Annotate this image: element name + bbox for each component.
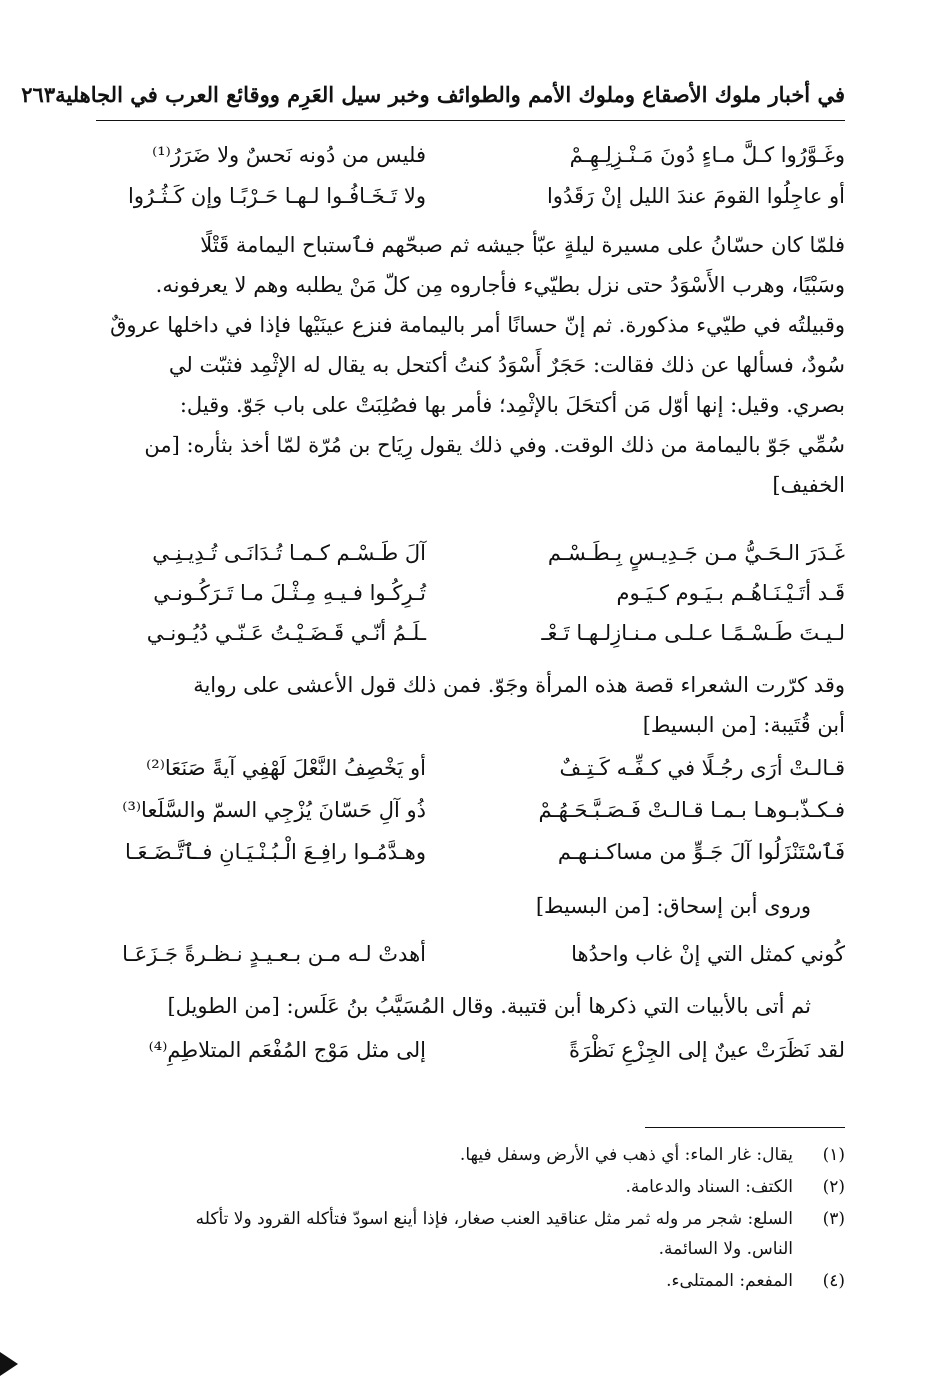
footnote-text: السلع: شجر مر وله ثمر مثل عناقيد العنب صغار، فإذا أينع اسودّ فتأكله القرود ولا تأكله <box>195 1209 793 1229</box>
verse-line <box>96 573 845 613</box>
verse-line <box>96 613 845 653</box>
verse-first-hemistich: فـكـذّبـوهـا بـمـا قـالـتْ فَـصَـبَّـحَـهُـمْ <box>538 798 845 822</box>
verse-first-hemistich: أو عاجِلُوا القومَ عندَ الليل إنْ رَقَدُوا <box>546 184 845 208</box>
prose-line: وروى أبن إسحاق: [من البسيط] <box>535 894 811 918</box>
prose-line: سُودٌ، فسألها عن ذلك فقالت: حَجَرٌ أَسْوَدُ كنتُ أكتحل به يقال له الإثْمِد فثبّت لي <box>168 353 845 377</box>
prose-paragraph <box>96 886 811 926</box>
prose-paragraph <box>96 665 845 745</box>
verse-second-hemistich: ولا تَـخَـافُـوا لـهـا حَـرْبًـا وإن كَـثُـرُوا <box>128 184 426 208</box>
footnote <box>96 1140 845 1170</box>
verse-first-hemistich: لـيـتَ طَـسْـمًـا عـلـى مـنـازِلـهـا تَـعْـ <box>541 621 845 645</box>
prose-line: وسَبْيًا، وهرب الأَسْوَدُ حتى نزل بطيّيء فأجاروه مِن كلّ مَنْ يطلبه وهم لا يعرفونه. <box>155 273 845 297</box>
verse-line <box>96 934 845 974</box>
verse-first-hemistich: قـالـتْ أرَى رجُـلًا في كـفِّـه كَـتِـفٌ <box>559 756 845 780</box>
footnote <box>96 1266 845 1296</box>
prose-line: وقبيلتُه في طيّيء مذكورة. ثم إنّ حسانًا أمر باليمامة فنزع عينَيْها فإذا في داخلها عروقٌ <box>110 313 845 337</box>
verse-second-hemistich: فليس من دُونه نَحسٌ ولا ضَرَرُ⁽¹⁾ <box>152 143 426 167</box>
prose-line: وقد كرّرت الشعراء قصة هذه المرأة وجَوّ. فمن ذلك قول الأعشى على رواية <box>193 673 845 697</box>
verse-line <box>96 1030 845 1070</box>
prose-line: سُمِّي جَوّ باليمامة من ذلك الوقت. وفي ذلك يقول رِيَاح بن مُرّة لمّا أخذ بثأره: [من <box>144 433 845 457</box>
verse-line <box>96 832 845 872</box>
prose-line: الخفيف] <box>772 473 845 497</box>
verse-first-hemistich: قَـد أتَـيْـنَـاهُـم بـيَـوم كـيَـوم <box>616 581 845 605</box>
verse-second-hemistich: تُـرِكُـوا فـيـهِ مِـثْـلَ مـا تَـرَكُـونـي <box>153 581 426 605</box>
footnote-continuation <box>96 1234 793 1264</box>
footnote-text: الناس. ولا السائمة. <box>658 1239 793 1259</box>
footnote-number: (١) <box>822 1145 845 1165</box>
page-header <box>21 74 845 114</box>
prose-paragraph <box>96 225 845 505</box>
verse-first-hemistich: لقد نَظَرَتْ عينٌ إلى الجِزْعِ نَظْرَةً <box>568 1038 845 1062</box>
verse-line <box>96 135 845 175</box>
footnote-number: (٢) <box>822 1177 845 1197</box>
verse-second-hemistich: ـلَـمُ أنّـي قَـضَـيْـتُ عَـنّـي دُيُـونـي <box>146 621 426 645</box>
verse-first-hemistich: فَٱسْتَنْزَلُوا آلَ جَـوٍّ من مساكـنـهـم <box>557 840 845 864</box>
verse-second-hemistich: وهـدَّمُـوا رافِـعَ الْـبُـنْـيَـانِ فـٱتَّـضَـعَـا <box>124 840 426 864</box>
verse-first-hemistich: كُوني كمثل التي إنْ غاب واحدُها <box>571 942 845 966</box>
footnote-text: المفعم: الممتلىء. <box>666 1271 793 1291</box>
verse-line <box>96 790 845 830</box>
footnote-text: الكتف: السناد والدعامة. <box>625 1177 793 1197</box>
footnote-separator <box>645 1127 845 1128</box>
prose-line: فلمّا كان حسّانُ على مسيرة ليلةٍ عبّأ جيشه ثم صبحّهم فٱستباح اليمامة قَتْلًا <box>200 233 845 257</box>
verse-line <box>96 533 845 573</box>
footnote-number: (٤) <box>822 1271 845 1291</box>
verse-first-hemistich: وغَـوَّرُوا كـلَّ مـاءٍ دُونَ مَـنْـزِلِـهِـمْ <box>569 143 845 167</box>
verse-second-hemistich: أهدتْ لـه مـن بـعـيـدٍ نـظـرةً جَـزَعَـا <box>122 942 426 966</box>
verse-second-hemistich: إلى مثل مَوْج المُفْعَم المتلاطِمِ⁽⁴⁾ <box>148 1038 426 1062</box>
footnote <box>96 1172 845 1202</box>
scan-corner-mark <box>0 1352 18 1376</box>
verse-second-hemistich: آلَ طَـسْـم كـمـا تُـدَانَـى تُـدِيـنِـي <box>152 541 426 565</box>
footnote-number: (٣) <box>822 1209 845 1229</box>
verse-second-hemistich: ذُو آلِ حَسّانَ يُزْجِي السمّ والسَّلَعا⁽³⁾ <box>122 798 426 822</box>
prose-line: ثم أتى بالأبيات التي ذكرها أبن قتيبة. وقال المُسَيَّبُ بنُ عَلَس: [من الطويل] <box>167 994 811 1018</box>
verse-first-hemistich: غَـدَرَ الـحَـيُّ مـن جَـدِيـسٍ بِـطَـسْـم <box>547 541 845 565</box>
prose-line: بصري. وقيل: إنها أوّل مَن أكتحَلَ بالإثْمِد؛ فأمر بها فصُلِبَتْ على باب جَوّ. وقيل: <box>179 393 845 417</box>
verse-second-hemistich: أو يَخْصِفُ النَّعْلَ لَهْفِي آيةً صَنَعَا⁽²⁾ <box>146 756 426 780</box>
header-rule <box>96 120 845 121</box>
prose-line: أبن قُتَيبة: [من البسيط] <box>642 713 845 737</box>
running-title: في أخبار ملوك الأصقاع وملوك الأمم والطوائف وخبر سيل العَرِم ووقائع العرب في الجاهلية <box>55 81 845 107</box>
footnote-text: يقال: غار الماء: أي ذهب في الأرض وسفل فيها. <box>459 1145 793 1165</box>
footnote <box>96 1204 845 1234</box>
verse-line <box>96 748 845 788</box>
prose-paragraph <box>96 986 811 1026</box>
page-number: ٢٦٣ <box>21 81 56 107</box>
verse-line <box>96 176 845 216</box>
